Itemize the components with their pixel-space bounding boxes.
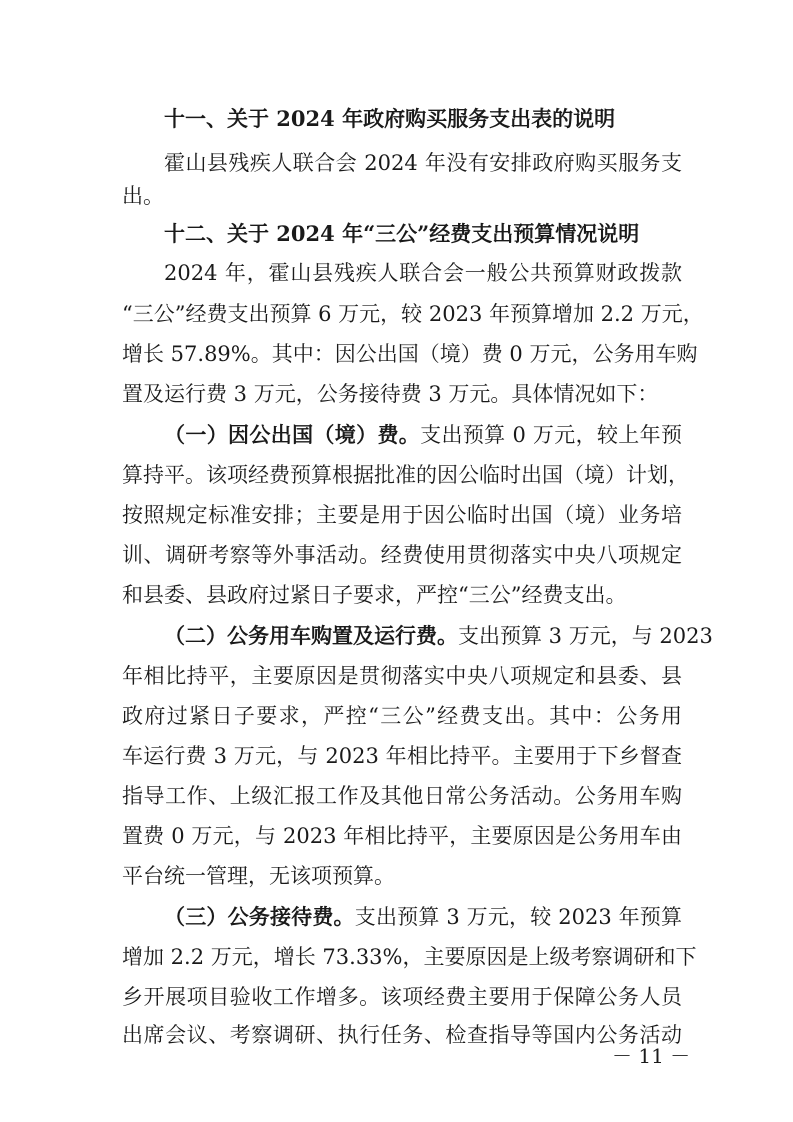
- paragraph-line: 年相比持平，主要原因是贯彻落实中央八项规定和县委、县: [122, 664, 682, 688]
- section-heading-11: 十一、关于 2024 年政府购买服务支出表的说明: [164, 106, 616, 131]
- item-2-title: （二）公务用车购置及运行费。: [164, 623, 458, 648]
- item-3-first-line: [164, 902, 682, 932]
- paragraph-line: 霍山县残疾人联合会 2024 年没有安排政府购买服务支: [164, 151, 682, 175]
- item-2-first-line: [164, 621, 713, 651]
- section-heading-12: 十二、关于 2024 年“三公”经费支出预算情况说明: [164, 221, 640, 246]
- paragraph-line: 训、调研考察等外事活动。经费使用贯彻落实中央八项规定: [122, 543, 682, 567]
- paragraph-line: 按照规定标准安排；主要是用于因公临时出国（境）业务培: [122, 503, 682, 527]
- item-3-title: （三）公务接待费。: [164, 904, 355, 929]
- item-1-title: （一）因公出国（境）费。: [164, 422, 421, 447]
- paragraph-line: 政府过紧日子要求，严控“三公”经费支出。其中：公务用: [122, 704, 682, 728]
- paragraph-line: 车运行费 3 万元，与 2023 年相比持平。主要用于下乡督查: [122, 744, 682, 768]
- paragraph-line: “三公”经费支出预算 6 万元，较 2023 年预算增加 2.2 万元，: [122, 302, 704, 326]
- paragraph-line: 增长 57.89%。其中：因公出国（境）费 0 万元，公务用车购: [122, 342, 698, 366]
- paragraph-line: 乡开展项目验收工作增多。该项经费主要用于保障公务人员: [122, 985, 682, 1009]
- paragraph-line: 2024 年，霍山县残疾人联合会一般公共预算财政拨款: [164, 261, 682, 285]
- paragraph-line: 置及运行费 3 万元，公务接待费 3 万元。具体情况如下：: [122, 382, 659, 406]
- paragraph-line: 指导工作、上级汇报工作及其他日常公务活动。公务用车购: [122, 784, 682, 808]
- paragraph-line: 置费 0 万元，与 2023 年相比持平，主要原因是公务用车由: [122, 824, 682, 848]
- paragraph-line: 平台统一管理，无该项预算。: [122, 864, 395, 888]
- item-1-text: 支出预算 0 万元，较上年预: [420, 423, 682, 447]
- item-2-text: 支出预算 3 万元，与 2023: [458, 624, 713, 648]
- paragraph-line: 和县委、县政府过紧日子要求，严控“三公”经费支出。: [122, 583, 627, 607]
- paragraph-line: 出。: [122, 184, 164, 208]
- item-1-first-line: [164, 420, 682, 450]
- item-3-text: 支出预算 3 万元，较 2023 年预算: [354, 905, 682, 929]
- paragraph-line: 出席会议、考察调研、执行任务、检查指导等国内公务活动: [122, 1023, 682, 1047]
- page-number: － 11 －: [612, 1044, 691, 1068]
- paragraph-line: 增加 2.2 万元，增长 73.33%，主要原因是上级考察调研和下: [122, 945, 697, 969]
- paragraph-line: 算持平。该项经费预算根据批准的因公临时出国（境）计划，: [122, 463, 689, 487]
